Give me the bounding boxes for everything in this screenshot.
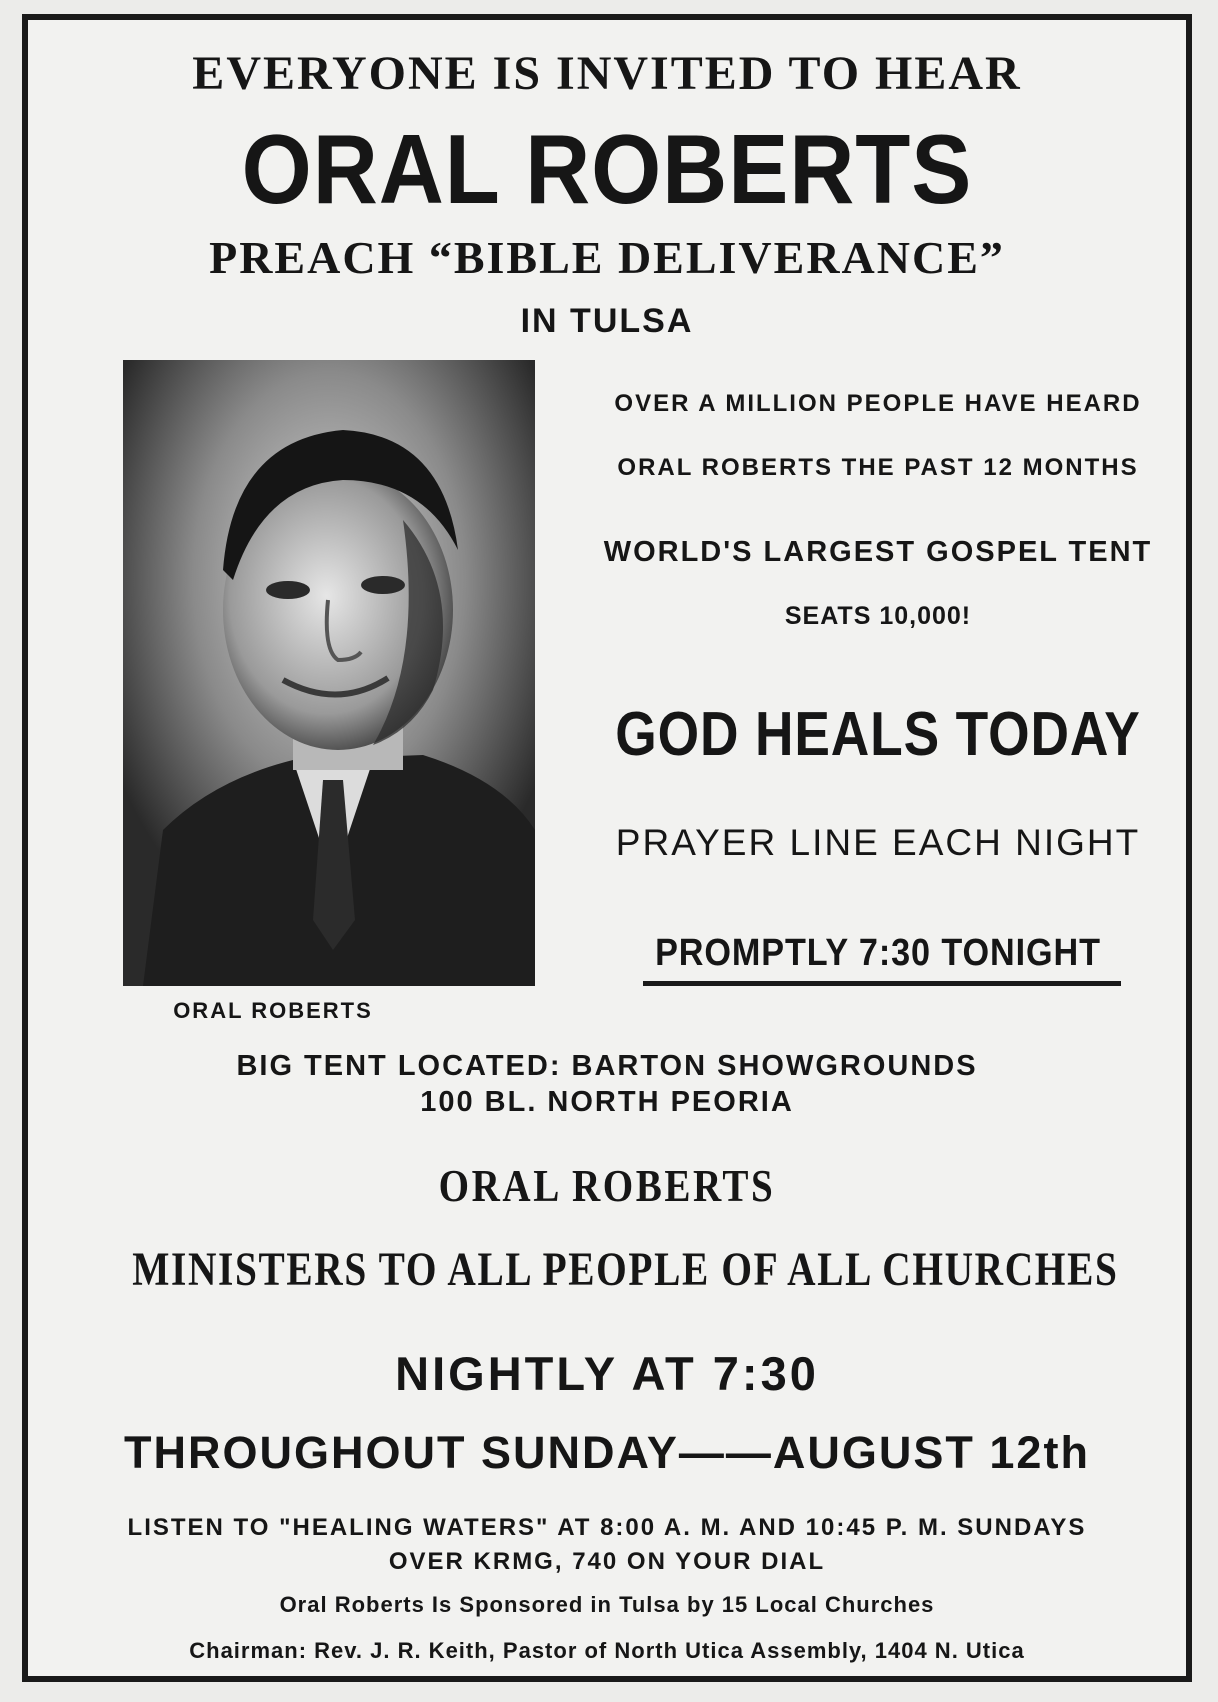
healing-heading: GOD HEALS TODAY — [615, 700, 1141, 769]
tonight-underline — [643, 981, 1121, 986]
ministry-name: ORAL ROBERTS — [438, 1160, 776, 1211]
sermon-title-heading: PREACH “BIBLE DELIVERANCE” — [209, 232, 1005, 283]
radio-line-1: LISTEN TO "HEALING WATERS" AT 8:00 A. M. AND 10:45 P. M. SUNDAYS — [127, 1514, 1087, 1541]
portrait-photo — [123, 360, 535, 986]
chairman-text: Chairman: Rev. J. R. Keith, Pastor of North Utica Assembly, 1404 N. Utica — [189, 1638, 1025, 1663]
detail-line-2: ORAL ROBERTS THE PAST 12 MONTHS — [617, 454, 1139, 481]
venue-line-2: 100 BL. NORTH PEORIA — [420, 1086, 794, 1118]
ad-border-frame — [22, 14, 1192, 1682]
end-date-schedule: THROUGHOUT SUNDAY——AUGUST 12th — [124, 1427, 1090, 1478]
detail-line-1: OVER A MILLION PEOPLE HAVE HEARD — [614, 390, 1142, 417]
venue-line-1: BIG TENT LOCATED: BARTON SHOWGROUNDS — [236, 1050, 978, 1082]
nightly-schedule: NIGHTLY AT 7:30 — [395, 1347, 819, 1400]
ministry-tagline: MINISTERS TO ALL PEOPLE OF ALL CHURCHES — [132, 1243, 1119, 1296]
preacher-name-heading: ORAL ROBERTS — [241, 114, 973, 224]
radio-line-2: OVER KRMG, 740 ON YOUR DIAL — [388, 1548, 826, 1575]
invite-heading: EVERYONE IS INVITED TO HEAR — [192, 47, 1022, 100]
portrait-illustration — [123, 360, 535, 986]
detail-line-4: SEATS 10,000! — [784, 602, 972, 630]
detail-line-3: WORLD'S LARGEST GOSPEL TENT — [603, 536, 1153, 568]
photo-caption: ORAL ROBERTS — [173, 998, 373, 1023]
prayer-line-text: PRAYER LINE EACH NIGHT — [615, 822, 1141, 863]
tonight-time-text: PROMPTLY 7:30 TONIGHT — [655, 932, 1101, 974]
sponsor-text: Oral Roberts Is Sponsored in Tulsa by 15 Local Churches — [279, 1592, 935, 1617]
location-heading: IN TULSA — [520, 302, 694, 340]
